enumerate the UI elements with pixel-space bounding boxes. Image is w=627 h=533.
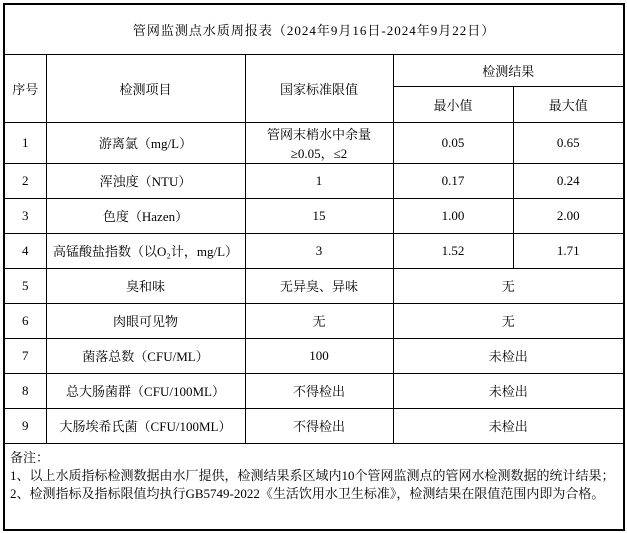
header-min: 最小值 xyxy=(393,86,513,122)
water-quality-report-table xyxy=(3,3,625,531)
table-row xyxy=(4,268,624,303)
notes-section xyxy=(4,443,624,530)
cell-limit: 无异臭、异味 xyxy=(245,268,393,303)
cell-limit: 100 xyxy=(245,338,393,373)
table-row xyxy=(4,338,624,373)
cell-no: 4 xyxy=(4,233,46,268)
cell-min: 0.17 xyxy=(393,163,513,198)
page-title: 管网监测点水质周报表（2024年9月16日-2024年9月22日） xyxy=(4,4,624,54)
table-row xyxy=(4,198,624,233)
cell-result: 未检出 xyxy=(393,373,624,408)
cell-limit: 不得检出 xyxy=(245,373,393,408)
notes-label: 备注： xyxy=(10,449,50,465)
header-limit: 国家标准限值 xyxy=(245,54,393,122)
cell-item: 菌落总数（CFU/ML） xyxy=(46,338,245,373)
cell-result: 无 xyxy=(393,268,624,303)
cell-item: 肉眼可见物 xyxy=(46,303,245,338)
header-no: 序号 xyxy=(4,54,46,122)
cell-no: 1 xyxy=(4,122,46,163)
cell-no: 3 xyxy=(4,198,46,233)
cell-no: 6 xyxy=(4,303,46,338)
cell-no: 7 xyxy=(4,338,46,373)
table-row xyxy=(4,233,624,268)
header-row-1 xyxy=(4,54,624,86)
cell-limit: 无 xyxy=(245,303,393,338)
cell-min: 1.52 xyxy=(393,233,513,268)
cell-limit: 15 xyxy=(245,198,393,233)
cell-min: 0.05 xyxy=(393,122,513,163)
notes-line-2: 2、检测指标及指标限值均执行GB5749-2022《生活饮用水卫生标准》，检测结果在限值范围内即为合格。 xyxy=(10,485,605,501)
cell-item: 大肠埃希氏菌（CFU/100ML） xyxy=(46,408,245,443)
table-row xyxy=(4,408,624,443)
table-row xyxy=(4,163,624,198)
cell-item: 总大肠菌群（CFU/100ML） xyxy=(46,373,245,408)
title-row xyxy=(4,4,624,54)
cell-max: 1.71 xyxy=(513,233,624,268)
cell-limit: 1 xyxy=(245,163,393,198)
cell-item: 臭和味 xyxy=(46,268,245,303)
cell-item: 游离氯（mg/L） xyxy=(46,122,245,163)
cell-result: 未检出 xyxy=(393,338,624,373)
cell-no: 8 xyxy=(4,373,46,408)
cell-result: 未检出 xyxy=(393,408,624,443)
cell-no: 9 xyxy=(4,408,46,443)
cell-limit: 不得检出 xyxy=(245,408,393,443)
header-max: 最大值 xyxy=(513,86,624,122)
cell-limit: 管网末梢水中余量≥0.05，≤2 xyxy=(245,122,393,163)
cell-max: 0.24 xyxy=(513,163,624,198)
cell-item: 高锰酸盐指数（以O₂计，mg/L） xyxy=(46,233,245,268)
cell-result: 无 xyxy=(393,303,624,338)
cell-max: 0.65 xyxy=(513,122,624,163)
report-sheet xyxy=(3,3,624,527)
cell-limit: 3 xyxy=(245,233,393,268)
cell-min: 1.00 xyxy=(393,198,513,233)
header-result-group: 检测结果 xyxy=(393,54,624,86)
cell-item: 色度（Hazen） xyxy=(46,198,245,233)
header-item: 检测项目 xyxy=(46,54,245,122)
cell-no: 5 xyxy=(4,268,46,303)
table-row xyxy=(4,373,624,408)
cell-max: 2.00 xyxy=(513,198,624,233)
table-row xyxy=(4,122,624,163)
cell-item: 浑浊度（NTU） xyxy=(46,163,245,198)
notes-row xyxy=(4,443,624,530)
notes-line-1: 1、以上水质指标检测数据由水厂提供，检测结果系区域内10个管网监测点的管网水检测数据的统计结果； xyxy=(10,467,615,483)
cell-no: 2 xyxy=(4,163,46,198)
table-row xyxy=(4,303,624,338)
